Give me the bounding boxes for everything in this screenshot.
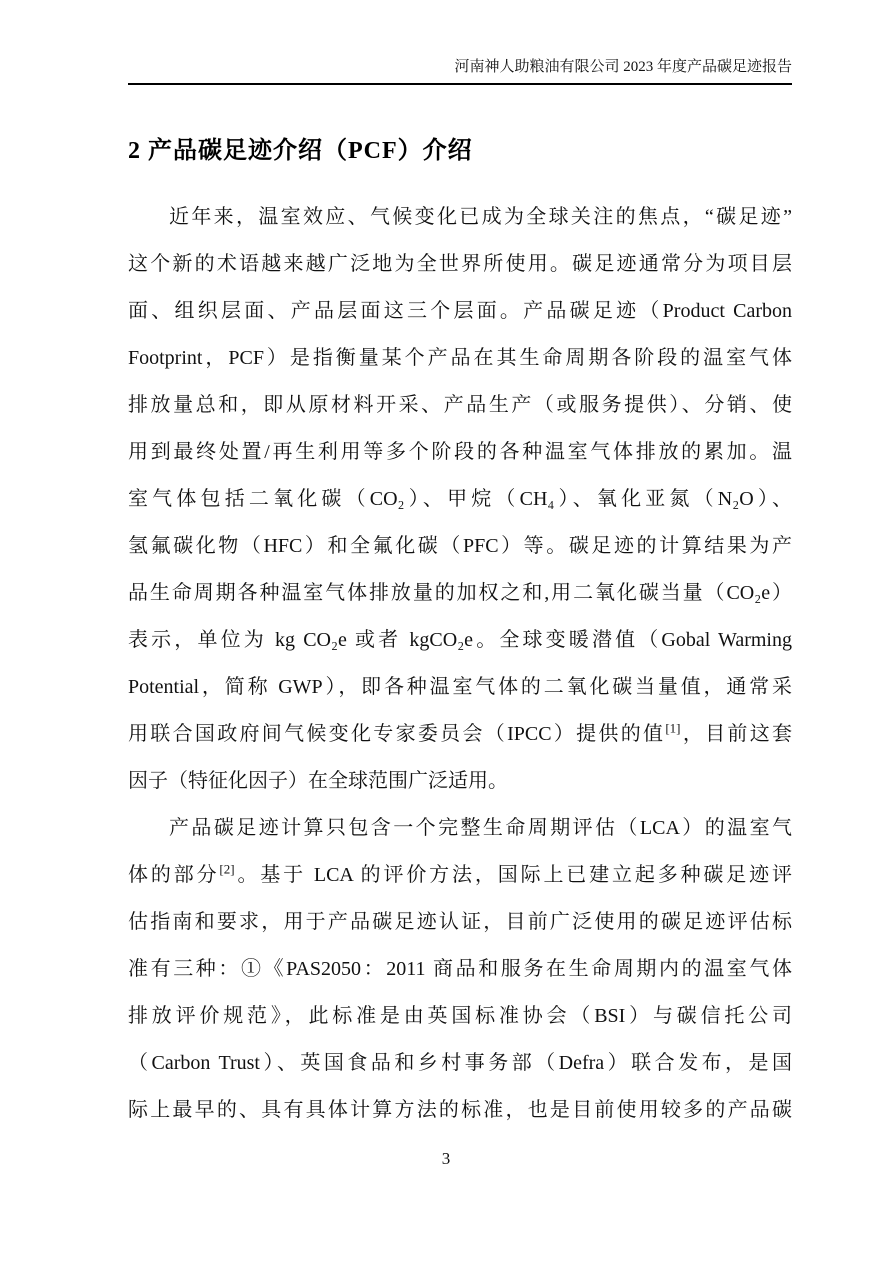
text-line: 用到最终处置/再生利用等多个阶段的各种温室气体排放的累加。温 <box>128 441 792 463</box>
page-footer <box>0 1146 892 1172</box>
text-line: Footprint，PCF）是指衡量某个产品在其生命周期各阶段的温室气体 <box>128 347 792 369</box>
text-line: 因子（特征化因子）在全球范围广泛适用。 <box>128 770 508 792</box>
footnote-ref-2: [2] <box>219 861 235 877</box>
section-heading: 2 产品碳足迹介绍（PCF）介绍 <box>128 138 473 164</box>
text-line <box>128 711 792 758</box>
text-line: 表示，单位为 kg CO₂e 或者 kgCO₂e。全球变暖潜值（Gobal Warming <box>128 629 792 651</box>
text-line: Potential，简称 GWP），即各种温室气体的二氧化碳当量值，通常采 <box>128 676 792 698</box>
text-line: 准有三种：①《PAS2050：2011 商品和服务在生命周期内的温室气体 <box>128 958 792 980</box>
document-body <box>128 194 792 1134</box>
text-line: 近年来，温室效应、气候变化已成为全球关注的焦点，“碳足迹” <box>169 206 792 228</box>
text-line: 氢氟碳化物（HFC）和全氟化碳（PFC）等。碳足迹的计算结果为产 <box>128 535 792 557</box>
text-line: 估指南和要求，用于产品碳足迹认证，目前广泛使用的碳足迹评估标 <box>128 911 792 933</box>
text-line: 面、组织层面、产品层面这三个层面。产品碳足迹（Product Carbon <box>128 300 792 322</box>
text-line: 这个新的术语越来越广泛地为全世界所使用。碳足迹通常分为项目层 <box>128 253 792 275</box>
text-line: 室气体包括二氧化碳（CO₂）、甲烷（CH₄）、氧化亚氮（N₂O）、 <box>128 488 792 510</box>
page-header <box>128 54 792 85</box>
text-segment: 用联合国政府间气候变化专家委员会（IPCC）提供的值 <box>128 723 666 745</box>
text-line: （Carbon Trust）、英国食品和乡村事务部（Defra）联合发布，是国 <box>128 1052 792 1074</box>
text-line <box>128 852 792 899</box>
footnote-ref-1: [1] <box>665 720 681 736</box>
page-number: 3 <box>441 1149 451 1168</box>
text-line: 排放量总和，即从原材料开采、产品生产（或服务提供）、分销、使 <box>128 394 792 416</box>
text-line: 排放评价规范》，此标准是由英国标准协会（BSI）与碳信托公司 <box>128 1005 792 1027</box>
text-segment: ，目前这套 <box>680 723 793 745</box>
text-segment: 体的部分 <box>128 864 220 886</box>
header-title: 河南神人助粮油有限公司 2023 年度产品碳足迹报告 <box>454 59 792 75</box>
text-line: 产品碳足迹计算只包含一个完整生命周期评估（LCA）的温室气 <box>169 817 792 839</box>
text-line: 际上最早的、具有具体计算方法的标准，也是目前使用较多的产品碳 <box>128 1099 792 1121</box>
text-segment: 。基于 LCA 的评价方法，国际上已建立起多种碳足迹评 <box>234 864 792 886</box>
text-line: 品生命周期各种温室气体排放量的加权之和,用二氧化碳当量（CO₂e） <box>128 582 792 604</box>
